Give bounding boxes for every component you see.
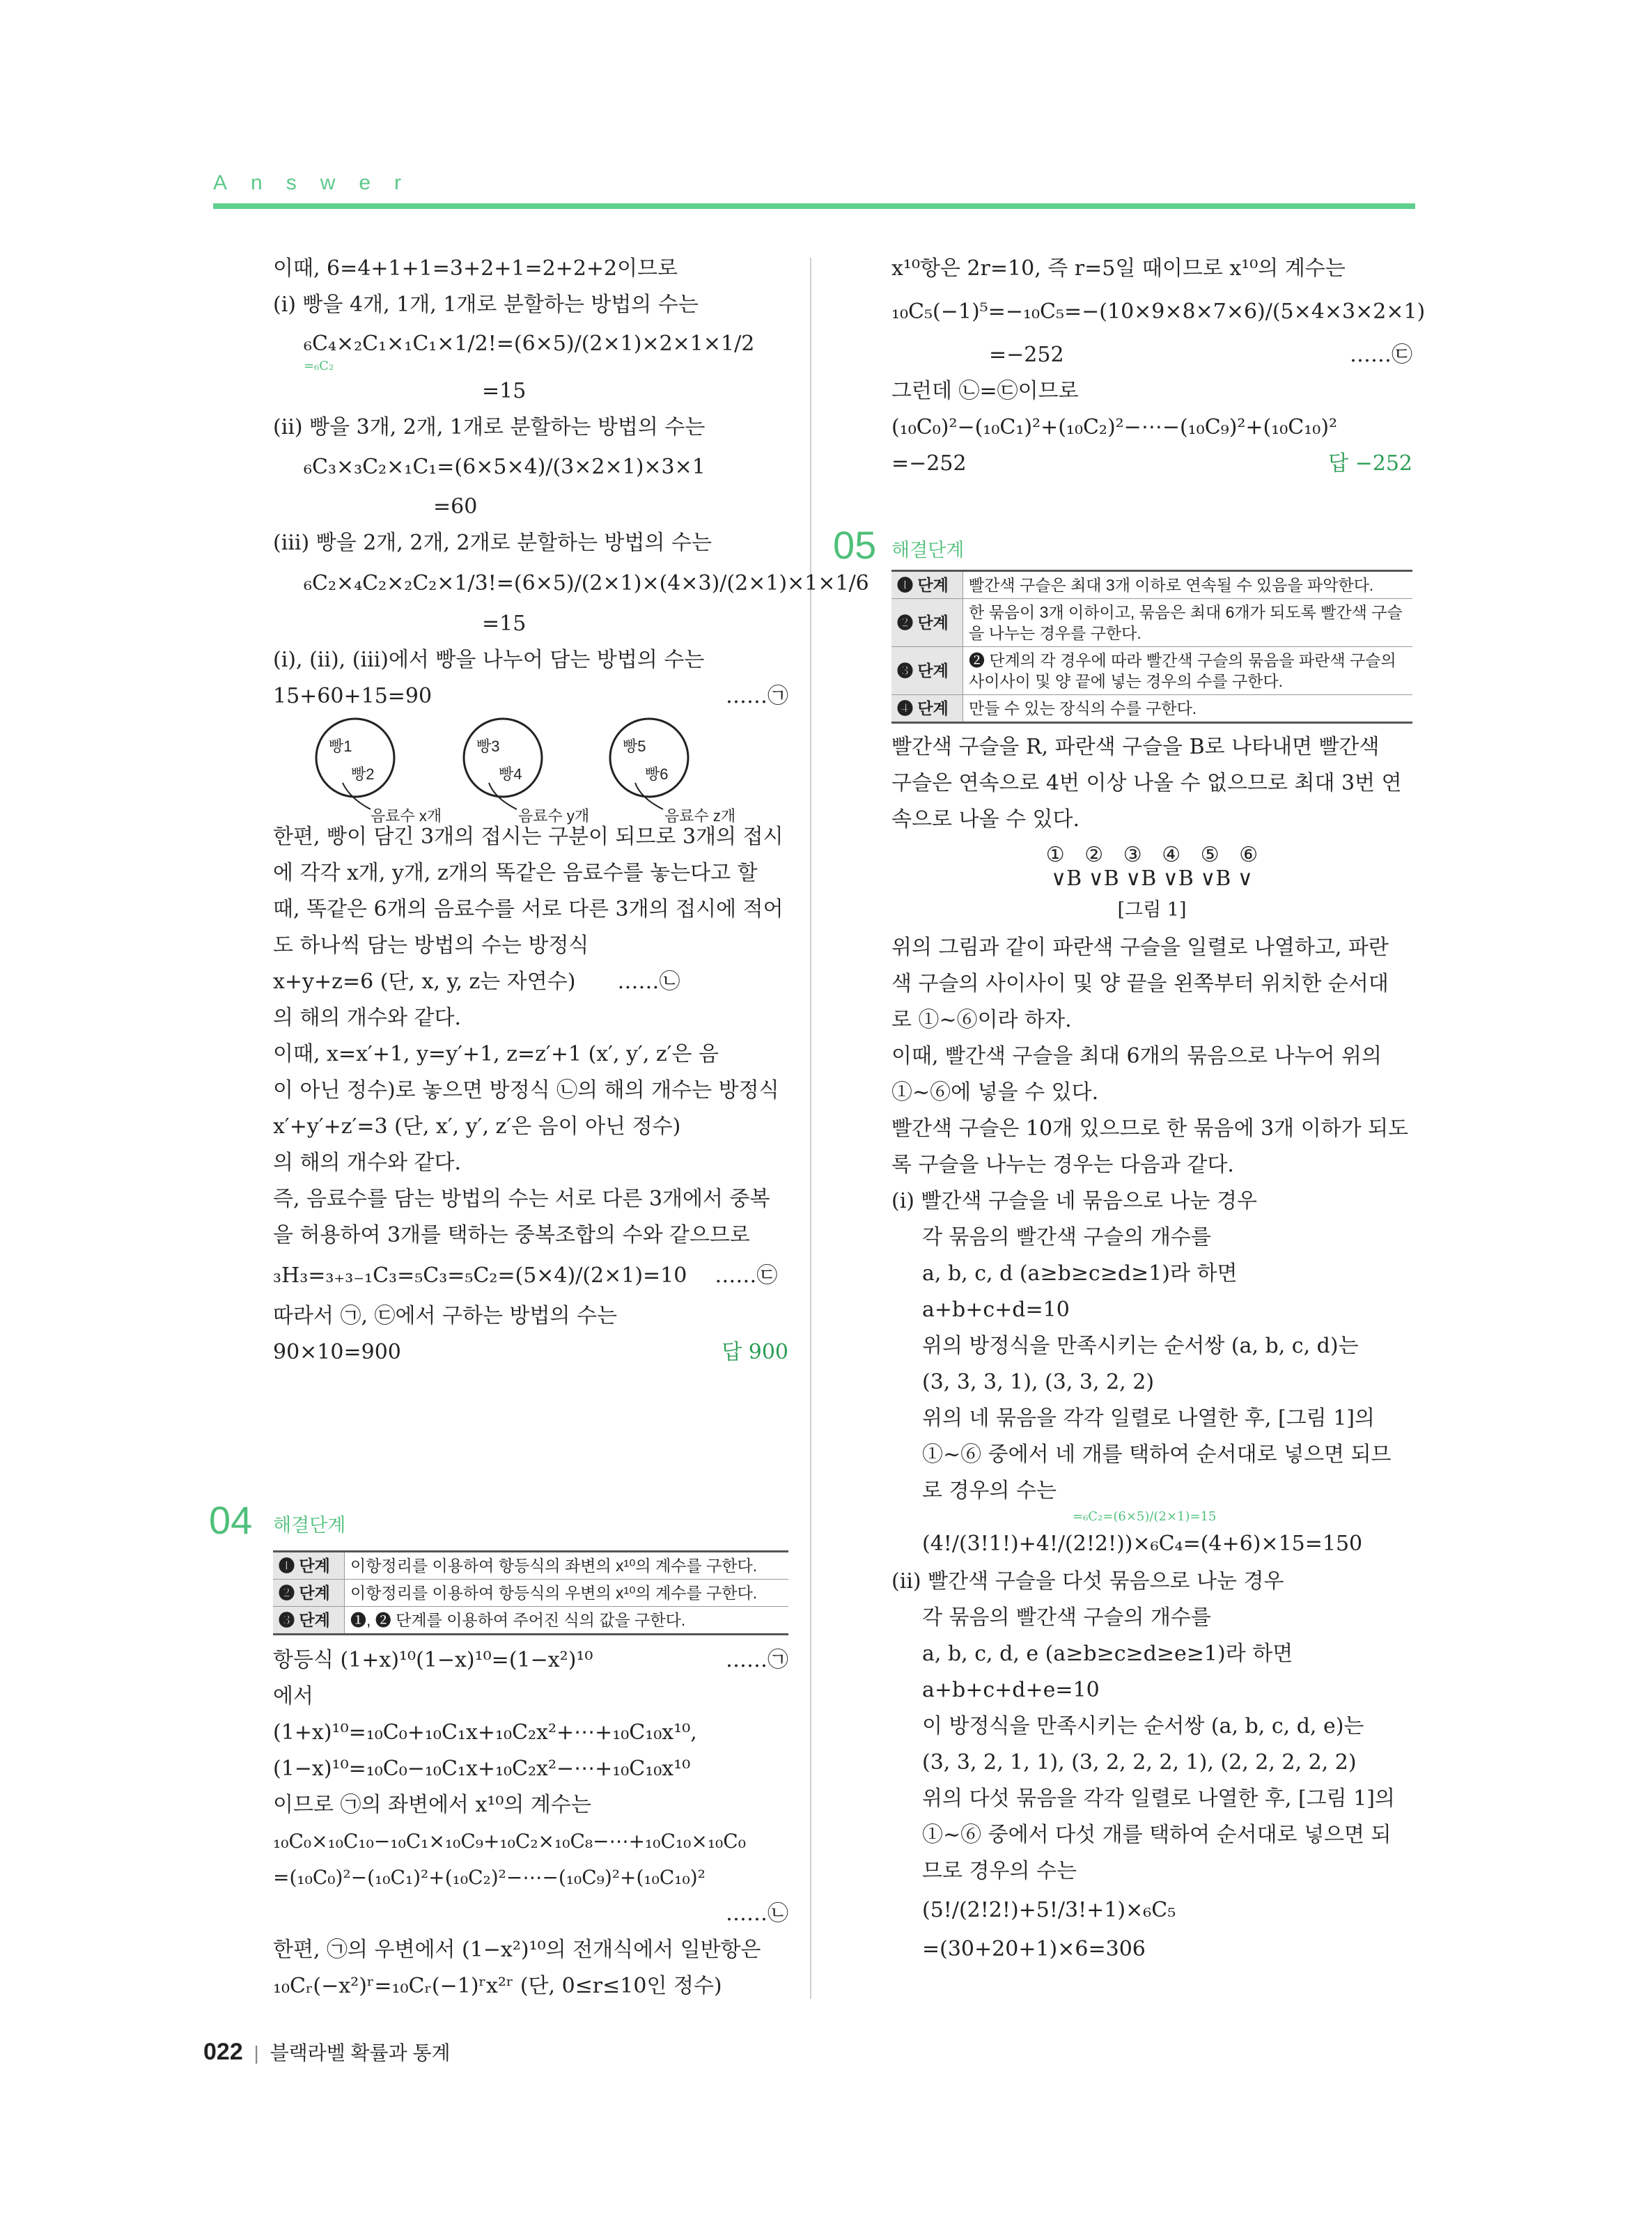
step-key: ❸ 단계 — [891, 647, 963, 695]
text-line: 이 방정식을 만족시키는 순서쌍 (a, b, c, d, e)는 — [922, 1714, 1364, 1738]
figure-beads: ∨B ∨B ∨B ∨B ∨B ∨ — [1051, 866, 1253, 891]
column-divider — [810, 258, 811, 1999]
section-05-body — [891, 570, 1412, 1968]
footer-separator: | — [254, 2042, 259, 2064]
step-key: ❷ 단계 — [273, 1580, 345, 1607]
text-line — [273, 1254, 788, 1298]
text-line: 위의 다섯 묶음을 각각 일렬로 나열한 후, [그림 1]의 — [922, 1786, 1395, 1811]
text-line: 의 해의 개수와 같다. — [273, 1151, 461, 1175]
step-key: ❸ 단계 — [273, 1607, 345, 1635]
text-line — [891, 337, 1412, 373]
text-line: 의 해의 개수와 같다. — [273, 1006, 461, 1030]
figure-positions: ① ② ③ ④ ⑤ ⑥ — [1045, 843, 1259, 867]
step-desc: 빨간색 구슬은 최대 3개 이하로 연속될 수 있음을 파악한다. — [963, 571, 1413, 599]
step-desc: ❷ 단계의 각 경우에 따라 빨간색 구슬의 묶음을 파란색 구슬의 사이사이 및 양 끝에 넣는 경우의 수를 구한다. — [963, 647, 1413, 695]
equation-tag: ……㉠ — [726, 684, 788, 708]
equation: =15 — [482, 612, 527, 636]
equation: ₆C₃×₃C₂×₁C₁=(6×5×4)/(3×2×1)×3×1 — [304, 455, 706, 479]
page-footer — [203, 2038, 451, 2066]
text-line: ①~⑥에 넣을 수 있다. — [891, 1080, 1099, 1105]
text-line: 이때, x=x′+1, y=y′+1, z=z′+1 (x′, y′, z′은 음 — [273, 1042, 719, 1066]
text-line: x¹⁰항은 2r=10, 즉 r=5일 때이므로 x¹⁰의 계수는 — [891, 256, 1346, 281]
equation: =−252 — [891, 451, 967, 476]
text-line — [891, 446, 1412, 482]
text-line: 이 아닌 정수)로 놓으면 방정식 ㉡의 해의 개수는 방정식 — [273, 1078, 779, 1103]
step-key: ❶ 단계 — [891, 571, 963, 599]
text-line: (ⅱ) 빵을 3개, 2개, 1개로 분할하는 방법의 수는 — [273, 415, 706, 439]
header-rule — [213, 203, 1415, 209]
text-line: 위의 방정식을 만족시키는 순서쌍 (a, b, c, d)는 — [922, 1334, 1359, 1358]
section-number: 04 — [209, 1498, 253, 1542]
step-key: ❶ 단계 — [273, 1552, 345, 1580]
plate-label: 빵6 — [645, 765, 669, 783]
equation-tag: ……㉡ — [617, 969, 680, 994]
text-line: 도 하나씩 담는 방법의 수는 방정식 — [273, 933, 589, 958]
equation: a+b+c+d=10 — [922, 1298, 1070, 1322]
step-row — [891, 571, 1412, 599]
plate-label: 빵1 — [329, 738, 352, 755]
text-line: 따라서 ㉠, ㉢에서 구하는 방법의 수는 — [273, 1304, 617, 1328]
equation: =15 — [482, 379, 527, 403]
equation: (5!/(2!2!)+5!/3!+1)×₆C₅ — [922, 1898, 1176, 1922]
step-desc: 이항정리를 이용하여 항등식의 우변의 x¹⁰의 계수를 구한다. — [345, 1580, 789, 1607]
equation: ₆C₂×₄C₂×₂C₂×1/3!=(6×5)/(2×1)×(4×3)/(2×1)×1×1/6 — [304, 571, 869, 595]
text-line: 위의 그림과 같이 파란색 구슬을 일렬로 나열하고, 파란 — [891, 935, 1389, 960]
equation: 항등식 (1+x)¹⁰(1−x)¹⁰=(1−x²)¹⁰ — [273, 1648, 593, 1672]
steps-table — [273, 1550, 788, 1635]
step-desc: ❶, ❷ 단계를 이용하여 주어진 식의 값을 구한다. — [345, 1607, 789, 1635]
text-line: ①~⑥ 중에서 네 개를 택하여 순서대로 넣으면 되므 — [922, 1442, 1392, 1467]
figure-caption: [그림 1] — [1117, 899, 1187, 921]
equation: =60 — [433, 494, 478, 519]
text-line — [273, 1334, 788, 1371]
text-line: 이때, 6=4+1+1=3+2+1=2+2+2이므로 — [273, 256, 678, 281]
text-line: 즉, 음료수를 담는 방법의 수는 서로 다른 3개에서 중복 — [273, 1187, 770, 1211]
step-row — [891, 647, 1412, 695]
text-line: 을 허용하여 3개를 택하는 중복조합의 수와 같으므로 — [273, 1223, 750, 1247]
section-title: 해결단계 — [273, 1515, 346, 1536]
text-line: x′+y′+z′=3 (단, x′, y′, z′은 음이 아닌 정수) — [273, 1114, 681, 1139]
step-row — [891, 695, 1412, 723]
text-line: a, b, c, d, e (a≥b≥c≥d≥e≥1)라 하면 — [922, 1642, 1293, 1666]
text-line: (ⅲ) 빵을 2개, 2개, 2개로 분할하는 방법의 수는 — [273, 531, 712, 555]
plate-label: 빵4 — [499, 765, 522, 783]
text-line: 로 경우의 수는 — [922, 1479, 1057, 1503]
answer: 답 −252 — [1328, 451, 1412, 476]
step-row — [273, 1607, 788, 1635]
equation: (₁₀C₀)²−(₁₀C₁)²+(₁₀C₂)²−⋯−(₁₀C₉)²+(₁₀C₁₀)² — [891, 415, 1338, 439]
step-row — [273, 1580, 788, 1607]
answer: 답 900 — [722, 1340, 788, 1364]
text-line: 이때, 빨간색 구슬을 최대 6개의 묶음으로 나누어 위의 — [891, 1044, 1382, 1068]
equation-tag: ……㉢ — [1350, 343, 1412, 367]
text-line: 록 구슬을 나누는 경우는 다음과 같다. — [891, 1153, 1234, 1177]
steps-table — [891, 570, 1412, 724]
equation: =(30+20+1)×6=306 — [922, 1937, 1146, 1961]
text-line: 각 묶음의 빨간색 구슬의 개수를 — [922, 1225, 1211, 1249]
text-line: 므로 경우의 수는 — [922, 1859, 1077, 1883]
text-line: 구슬은 연속으로 4번 이상 나올 수 없으므로 최대 3번 연 — [891, 771, 1402, 795]
text-line: 한편, ㉠의 우변에서 (1−x²)¹⁰의 전개식에서 일반항은 — [273, 1938, 761, 1962]
text-line: (3, 3, 2, 1, 1), (3, 2, 2, 2, 1), (2, 2, 2, 2, 2) — [922, 1750, 1357, 1775]
annotation: =₆C₂=(6×5)/(2×1)=15 — [1073, 1509, 1217, 1524]
equation: ₁₀C₅(−1)⁵=−₁₀C₅=−(10×9×8×7×6)/(5×4×3×2×1) — [891, 299, 1426, 324]
equation: ₁₀Cᵣ(−x²)ʳ=₁₀Cᵣ(−1)ʳx²ʳ (단, 0≤r≤10인 정수) — [273, 1974, 722, 1998]
plate-caption: 음료수 y개 — [518, 807, 590, 825]
text-line: 속으로 나올 수 있다. — [891, 807, 1080, 832]
text-line — [273, 964, 788, 1000]
text-line: 위의 네 묶음을 각각 일렬로 나열한 후, [그림 1]의 — [922, 1406, 1375, 1431]
text-line: (3, 3, 3, 1), (3, 3, 2, 2) — [922, 1370, 1155, 1394]
equation-tag: ……㉠ — [726, 1648, 788, 1672]
page-number: 022 — [203, 2039, 243, 2065]
equation: ₃H₃=₃₊₃₋₁C₃=₅C₃=₅C₂=(5×4)/(2×1)=10 — [273, 1263, 687, 1288]
text-line: 각 묶음의 빨간색 구슬의 개수를 — [922, 1605, 1211, 1630]
equation: (4!/(3!1!)+4!/(2!2!))×₆C₄=(4+6)×15=150 — [922, 1532, 1363, 1556]
step-desc: 만들 수 있는 장식의 수를 구한다. — [963, 695, 1413, 723]
text-line: 색 구슬의 사이사이 및 양 끝을 왼쪽부터 위치한 순서대 — [891, 972, 1389, 996]
book-title: 블랙라벨 확률과 통계 — [270, 2042, 451, 2064]
text-line: 빨간색 구슬을 R, 파란색 구슬을 B로 나타내면 빨간색 — [891, 735, 1380, 759]
plate-label: 빵5 — [623, 738, 646, 755]
right-column — [891, 251, 1426, 482]
text-line: 이므로 ㉠의 좌변에서 x¹⁰의 계수는 — [273, 1793, 591, 1817]
text-line: (ⅰ) 빵을 4개, 1개, 1개로 분할하는 방법의 수는 — [273, 293, 699, 317]
step-row — [891, 599, 1412, 647]
plate-caption: 음료수 z개 — [664, 807, 736, 825]
equation: (1−x)¹⁰=₁₀C₀−₁₀C₁x+₁₀C₂x²−⋯+₁₀C₁₀x¹⁰ — [273, 1757, 691, 1781]
plates-diagram — [273, 715, 788, 825]
equation: a+b+c+d+e=10 — [922, 1678, 1100, 1702]
text-line — [273, 1642, 788, 1679]
case-heading: (ⅰ) 빨간색 구슬을 네 묶음으로 나눈 경우 — [891, 1189, 1257, 1213]
step-desc: 이항정리를 이용하여 항등식의 좌변의 x¹⁰의 계수를 구한다. — [345, 1552, 789, 1580]
step-key: ❹ 단계 — [891, 695, 963, 723]
text-line: 로 ①~⑥이라 하자. — [891, 1008, 1072, 1032]
step-row — [273, 1552, 788, 1580]
text-line: 에서 — [273, 1684, 313, 1708]
plate-label: 빵2 — [351, 765, 375, 783]
equation: (1+x)¹⁰=₁₀C₀+₁₀C₁x+₁₀C₂x²+⋯+₁₀C₁₀x¹⁰, — [273, 1720, 697, 1745]
text-line: a, b, c, d (a≥b≥c≥d≥1)라 하면 — [922, 1261, 1238, 1286]
text-line: (ⅰ), (ⅱ), (ⅲ)에서 빵을 나누어 담는 방법의 수는 — [273, 648, 705, 672]
equation-tag: ……㉢ — [715, 1263, 778, 1288]
equation-tag: ……㉡ — [726, 1901, 788, 1926]
step-key: ❷ 단계 — [891, 599, 963, 647]
equation: 15+60+15=90 — [273, 684, 433, 708]
equation: ₁₀C₀×₁₀C₁₀−₁₀C₁×₁₀C₉+₁₀C₂×₁₀C₈−⋯+₁₀C₁₀×₁₀C₀ — [273, 1830, 746, 1853]
plate-caption: 음료수 x개 — [371, 807, 442, 825]
header-label: Answer — [213, 171, 426, 194]
equation: x+y+z=6 (단, x, y, z는 자연수) — [273, 969, 576, 994]
section-title: 해결단계 — [891, 540, 965, 561]
text-line: 그런데 ㉡=㉢이므로 — [891, 379, 1079, 403]
text-line — [273, 678, 788, 715]
case-heading: (ⅱ) 빨간색 구슬을 다섯 묶음으로 나눈 경우 — [891, 1569, 1284, 1594]
equation: ₆C₄×₂C₁×₁C₁×1/2!=(6×5)/(2×1)×2×1×1/2 — [304, 332, 755, 356]
plate-label: 빵3 — [476, 738, 500, 755]
annotation: =₆C₂ — [304, 359, 334, 373]
equation: =(₁₀C₀)²−(₁₀C₁)²+(₁₀C₂)²−⋯−(₁₀C₉)²+(₁₀C₁₀)² — [273, 1866, 706, 1889]
text-line: 빨간색 구슬은 10개 있으므로 한 묶음에 3개 이하가 되도 — [891, 1116, 1409, 1141]
equation: 90×10=900 — [273, 1340, 401, 1364]
text-line: 에 각각 x개, y개, z개의 똑같은 음료수를 놓는다고 할 — [273, 861, 758, 885]
text-line: 때, 똑같은 6개의 음료수를 서로 다른 3개의 접시에 적어 — [273, 897, 784, 921]
text-line: ①~⑥ 중에서 다섯 개를 택하여 순서대로 넣으면 되 — [922, 1823, 1392, 1847]
section-number: 05 — [833, 523, 877, 567]
equation: =−252 — [989, 343, 1064, 367]
text-line: 한편, 빵이 담긴 3개의 접시는 구분이 되므로 3개의 접시 — [273, 825, 784, 849]
section-04-body — [273, 1550, 788, 2004]
step-desc: 한 묶음이 3개 이하이고, 묶음은 최대 6개가 되도록 빨간색 구슬을 나누는 경우를 구한다. — [963, 599, 1413, 647]
